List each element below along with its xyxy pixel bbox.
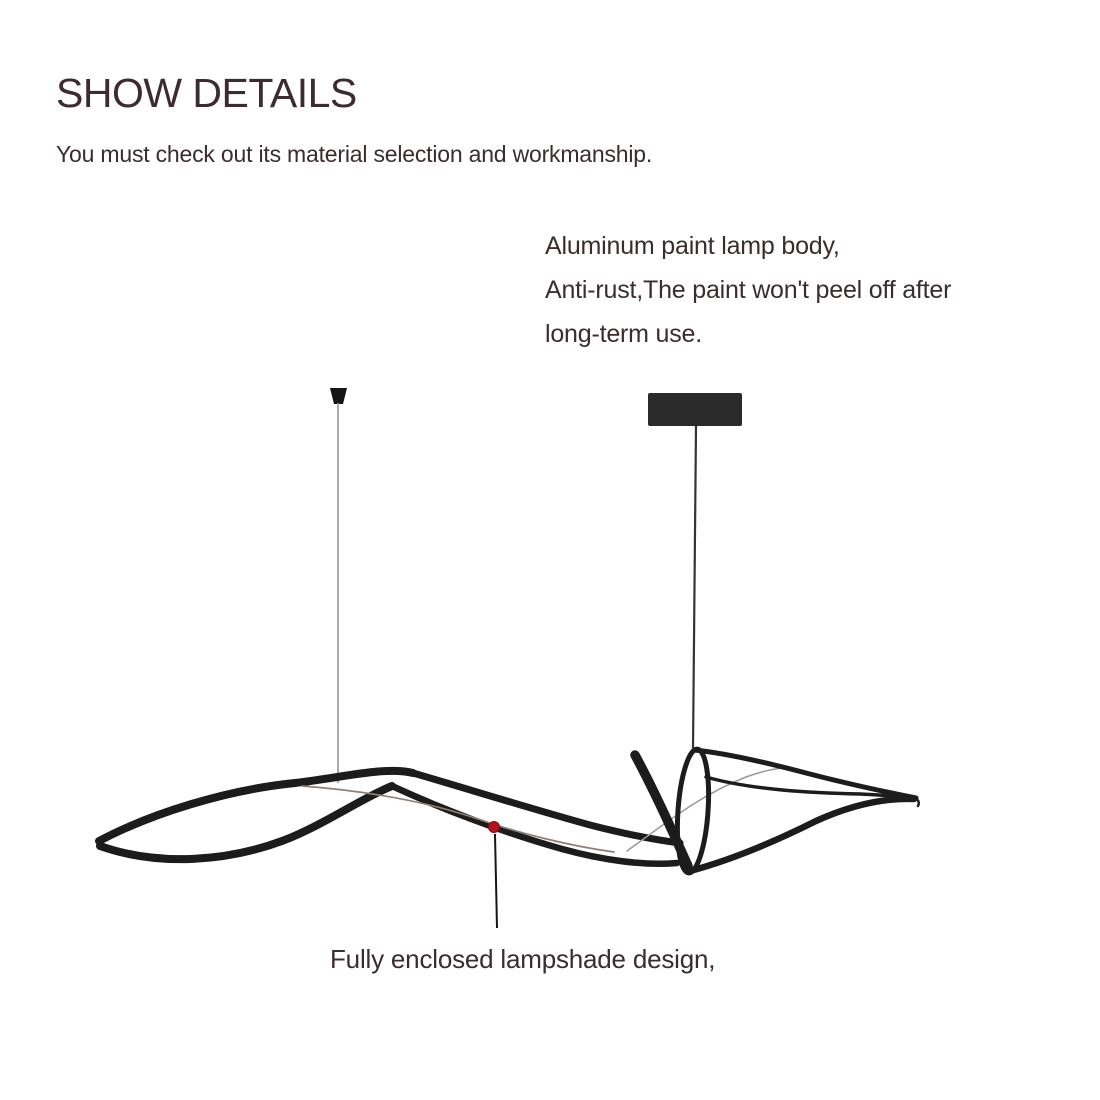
lamp-ribbon-mid-lower xyxy=(392,786,677,864)
lamp-ribbon-swirl-loop xyxy=(674,748,713,874)
material-callout-line-3: long-term use. xyxy=(545,320,702,348)
lamp-body xyxy=(99,748,919,874)
pointer-line xyxy=(495,834,497,928)
page-subtitle: You must check out its material selection and workmanship. xyxy=(56,141,653,167)
lamp-ribbon-right-bottom-edge xyxy=(690,799,914,871)
material-callout-line-2: Anti-rust,The paint won't peel off after xyxy=(545,276,952,304)
lamp-ribbon-mid-upper xyxy=(413,773,680,843)
material-callout-line-1: Aluminum paint lamp body, xyxy=(545,232,840,260)
lampshade-callout: Fully enclosed lampshade design, xyxy=(330,944,716,974)
red-marker-dot xyxy=(489,822,500,833)
lamp-ribbon-left-top-edge xyxy=(99,771,413,841)
page-title: SHOW DETAILS xyxy=(56,70,357,116)
right-suspension-wire xyxy=(693,426,696,748)
ceiling-canopy xyxy=(648,393,742,426)
ceiling-mount-cone xyxy=(330,388,347,404)
